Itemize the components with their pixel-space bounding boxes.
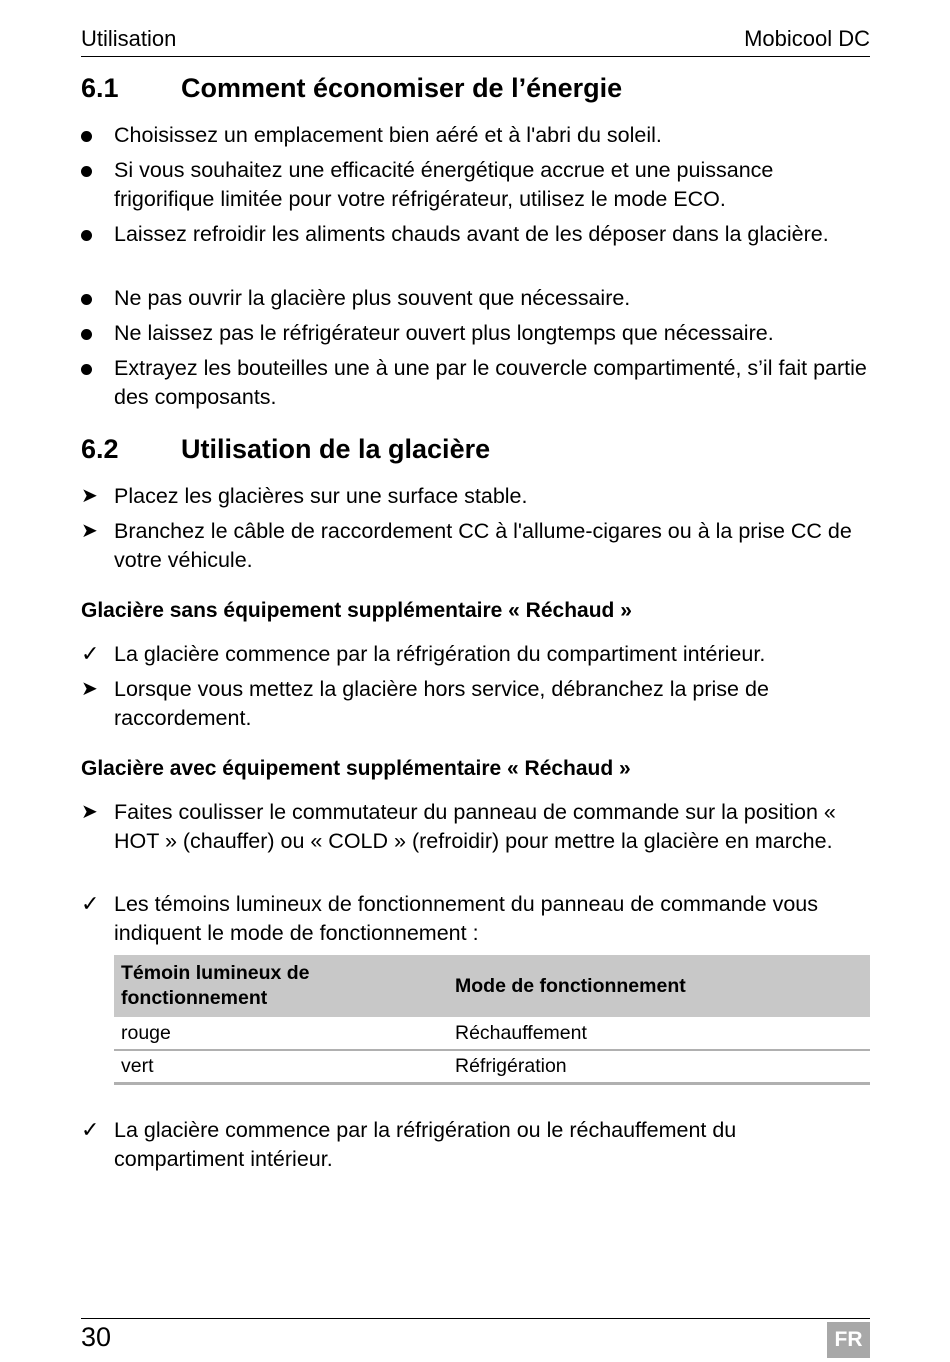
result-item: ✓ Les témoins lumineux de fonctionnement du panneau de commande vous indiquent le mode de fonctionnement : (81, 891, 818, 945)
subsection-heading-avec: Glacière avec équipement supplémentaire « Réchaud » (81, 757, 631, 780)
list-item: Ne pas ouvrir la glacière plus souvent que nécessaire. (81, 284, 870, 313)
manual-page (81, 0, 870, 1362)
section-title: Utilisation de la glacière (181, 434, 491, 464)
result-item: ✓ La glacière commence par la réfrigération ou le réchauffement du compartiment intérieur. (81, 1117, 737, 1171)
list-item: Si vous souhaitez une efficacité énergétique accrue et une puissance frigorifique limitée pour votre réfrigérateur, utilisez le mode ECO. (81, 156, 870, 213)
table-header-cell: Témoin lumineux de fonctionnement (114, 955, 448, 1017)
subsection-heading-sans: Glacière sans équipement supplémentaire « Réchaud » (81, 599, 632, 622)
step-item: ➤ Branchez le câble de raccordement CC à l'allume-cigares ou à la prise CC de votre véhicule. (81, 519, 852, 572)
table-cell: Réfrigération (448, 1050, 870, 1083)
bullet-icon (81, 156, 109, 185)
section-number: 6.2 (81, 434, 119, 464)
header-section-name: Utilisation (81, 26, 177, 51)
list-item: Ne laissez pas le réfrigérateur ouvert plus longtemps que nécessaire. (81, 319, 870, 348)
bullet-icon (81, 121, 109, 150)
bullet-icon (81, 319, 109, 348)
bullet-icon (81, 220, 109, 249)
table-header-row (114, 955, 870, 1017)
arrow-right-icon: ➤ (81, 801, 98, 823)
indicator-table (114, 955, 870, 1085)
check-mark-icon: ✓ (81, 1117, 100, 1142)
result-item: ✓ La glacière commence par la réfrigération du compartiment intérieur. (81, 640, 870, 669)
page-header (81, 24, 870, 57)
bullet-icon (81, 284, 109, 313)
table-row (114, 1050, 870, 1083)
list-item: Choisissez un emplacement bien aéré et à l'abri du soleil. (81, 121, 870, 150)
table-row (114, 1017, 870, 1050)
table-header-cell: Mode de fonctionnement (448, 955, 870, 1017)
step-item: ➤ Placez les glacières sur une surface stable. (81, 482, 870, 511)
arrow-right-icon: ➤ (81, 678, 98, 700)
step-item: ➤ Faites coulisser le commutateur du panneau de commande sur la position « HOT » (chauffer) ou « COLD » (refroidir) pour mettre la glacière en marche. (81, 800, 836, 853)
list-item: Extrayez les bouteilles une à une par le couvercle compartimenté, s’il fait partie des composants. (81, 354, 870, 411)
section-number: 6.1 (81, 73, 119, 103)
language-badge: FR (827, 1322, 870, 1358)
step-item: ➤ Lorsque vous mettez la glacière hors service, débranchez la prise de raccordement. (81, 677, 769, 730)
list-item: Laissez refroidir les aliments chauds avant de les déposer dans la glacière. (81, 220, 870, 249)
arrow-right-icon: ➤ (81, 485, 98, 507)
table-cell: vert (114, 1050, 448, 1083)
page-number: 30 (81, 1322, 112, 1352)
header-product-name: Mobicool DC (744, 26, 870, 51)
bullet-icon (81, 354, 109, 383)
check-mark-icon: ✓ (81, 641, 100, 666)
table-cell: rouge (114, 1017, 448, 1050)
table-cell: Réchauffement (448, 1017, 870, 1050)
section-title: Comment économiser de l’énergie (181, 73, 623, 103)
check-mark-icon: ✓ (81, 891, 100, 916)
footer-divider (81, 1318, 870, 1319)
arrow-right-icon: ➤ (81, 520, 98, 542)
